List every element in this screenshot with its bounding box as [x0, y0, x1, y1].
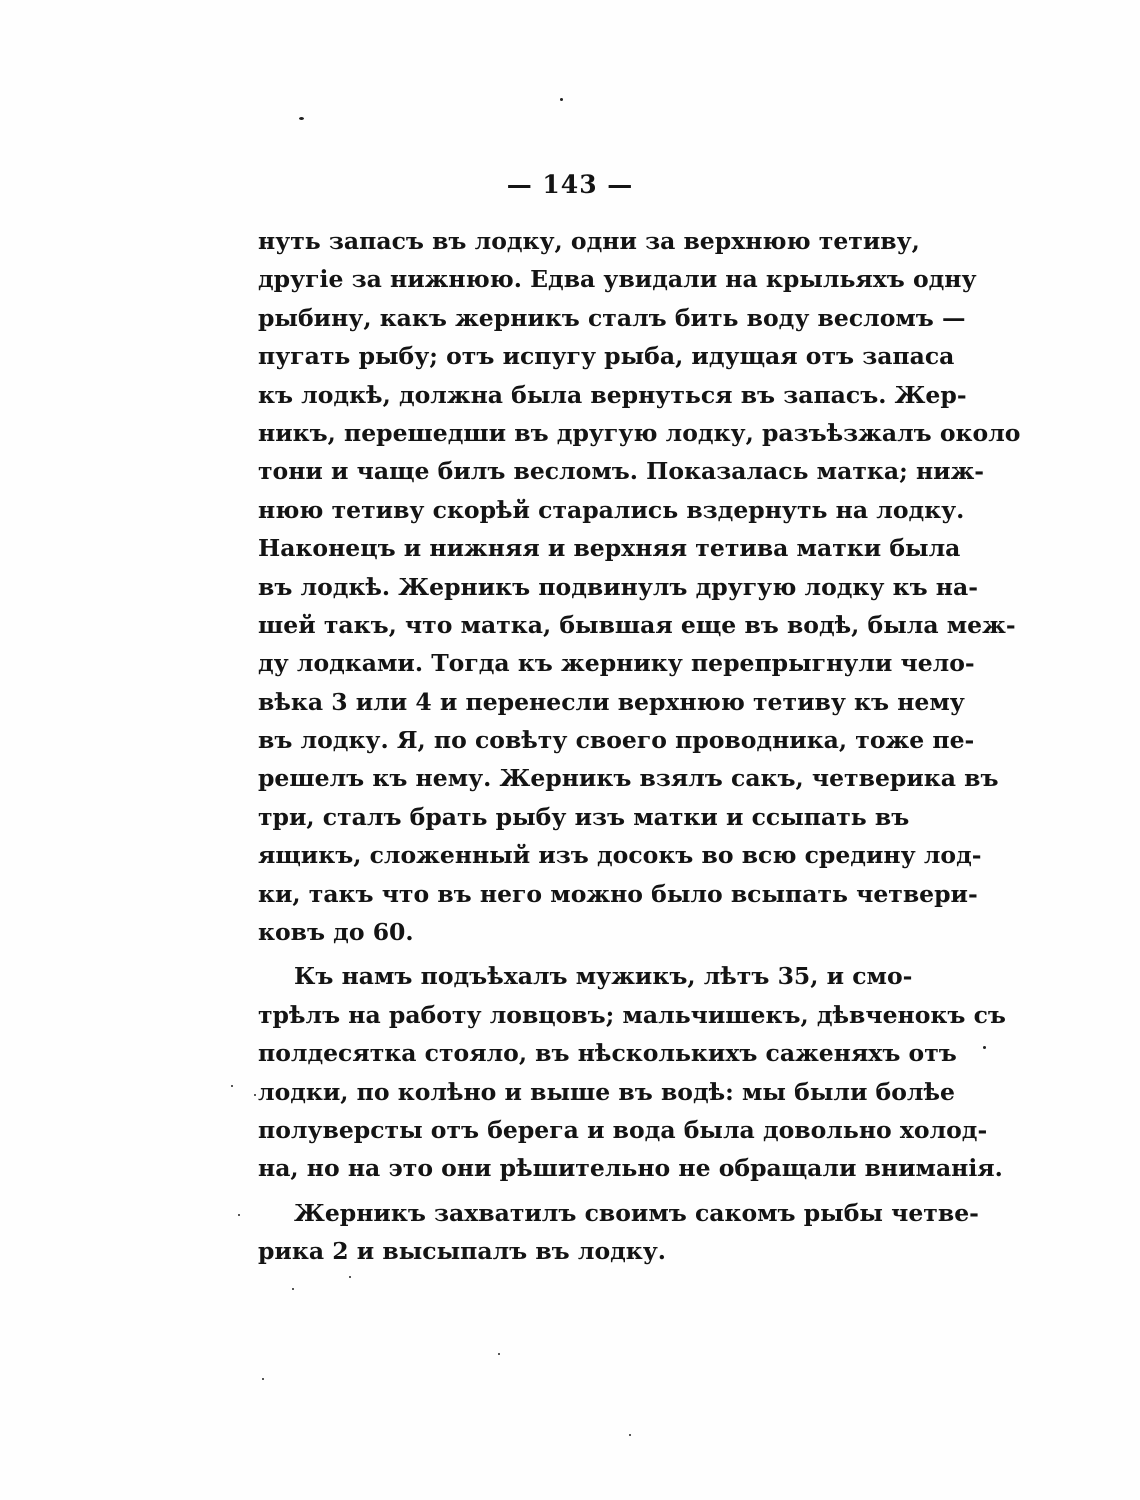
text-line: нуть запасъ въ лодку, одни за верхнюю тетиву,: [258, 227, 920, 255]
text-line: ду лодками. Тогда къ жернику перепрыгнули чело-: [258, 649, 975, 678]
text-line: къ лодкѣ, должна была вернуться въ запасъ. Жер-: [258, 380, 967, 409]
scan-speck: [262, 1378, 264, 1380]
text-line: Жерникъ захватилъ своимъ сакомъ рыбы четве-: [294, 1198, 979, 1227]
text-line: вѣка 3 или 4 и перенесли верхнюю тетиву къ нему: [258, 687, 965, 716]
text-line: шей такъ, что матка, бывшая еще въ водѣ, была меж-: [258, 610, 1016, 639]
scan-speck: [349, 1276, 351, 1278]
scan-speck: [299, 117, 304, 120]
scan-speck: [231, 1085, 233, 1087]
text-line: тони и чаще билъ весломъ. Показалась матка; ниж-: [258, 457, 985, 486]
paragraph-1: [258, 222, 1021, 951]
text-line: ковъ до 60.: [258, 918, 414, 947]
text-line: нюю тетиву скорѣй старались вздернуть на лодку.: [258, 495, 965, 524]
text-line: полдесятка стояло, въ нѣсколькихъ саженяхъ отъ: [258, 1039, 957, 1068]
page-number: — 143 —: [506, 170, 634, 199]
text-line: въ лодку. Я, по совѣту своего проводника, тоже пе-: [258, 726, 975, 755]
text-line: рыбину, какъ жерникъ сталъ бить воду весломъ —: [258, 303, 966, 332]
text-line: рика 2 и высыпалъ въ лодку.: [258, 1237, 666, 1266]
text-line: пугать рыбу; отъ испугу рыба, идущая отъ запаса: [258, 342, 955, 371]
text-body: [258, 222, 1021, 1271]
scan-speck: [292, 1288, 294, 1290]
text-line: на, но на это они рѣшительно не обращали вниманія.: [258, 1154, 1003, 1183]
text-line: лодки, по колѣно и выше въ водѣ: мы были болѣе: [258, 1077, 955, 1106]
paragraph-2: [258, 957, 1006, 1187]
text-line: решелъ къ нему. Жерникъ взялъ сакъ, четверика въ: [258, 764, 999, 793]
text-line: ящикъ, сложенный изъ досокъ во всю средину лод-: [258, 841, 982, 870]
text-line: Наконецъ и нижняя и верхняя тетива матки была: [258, 534, 961, 563]
text-line: никъ, перешедши въ другую лодку, разъѣзжалъ около: [258, 418, 1021, 447]
scan-speck: [983, 1046, 986, 1049]
text-line: Къ намъ подъѣхалъ мужикъ, лѣтъ 35, и смо-: [294, 962, 913, 991]
text-line: трѣлъ на работу ловцовъ; мальчишекъ, дѣвченокъ съ: [258, 1000, 1006, 1029]
text-line: три, сталъ брать рыбу изъ матки и ссыпать въ: [258, 802, 910, 831]
scan-speck: [629, 1434, 631, 1436]
text-line: полуверсты отъ берега и вода была довольно холод-: [258, 1115, 988, 1144]
text-line: другіе за нижнюю. Едва увидали на крыльяхъ одну: [258, 265, 977, 294]
scan-speck: [560, 98, 563, 101]
scan-speck: [238, 1214, 240, 1216]
text-line: ки, такъ что въ него можно было всыпать четвери-: [258, 879, 978, 908]
paragraph-3: [258, 1194, 979, 1271]
scan-speck: [498, 1353, 500, 1355]
text-line: въ лодкѣ. Жерникъ подвинулъ другую лодку къ на-: [258, 572, 978, 601]
scan-speck: [254, 1094, 256, 1096]
